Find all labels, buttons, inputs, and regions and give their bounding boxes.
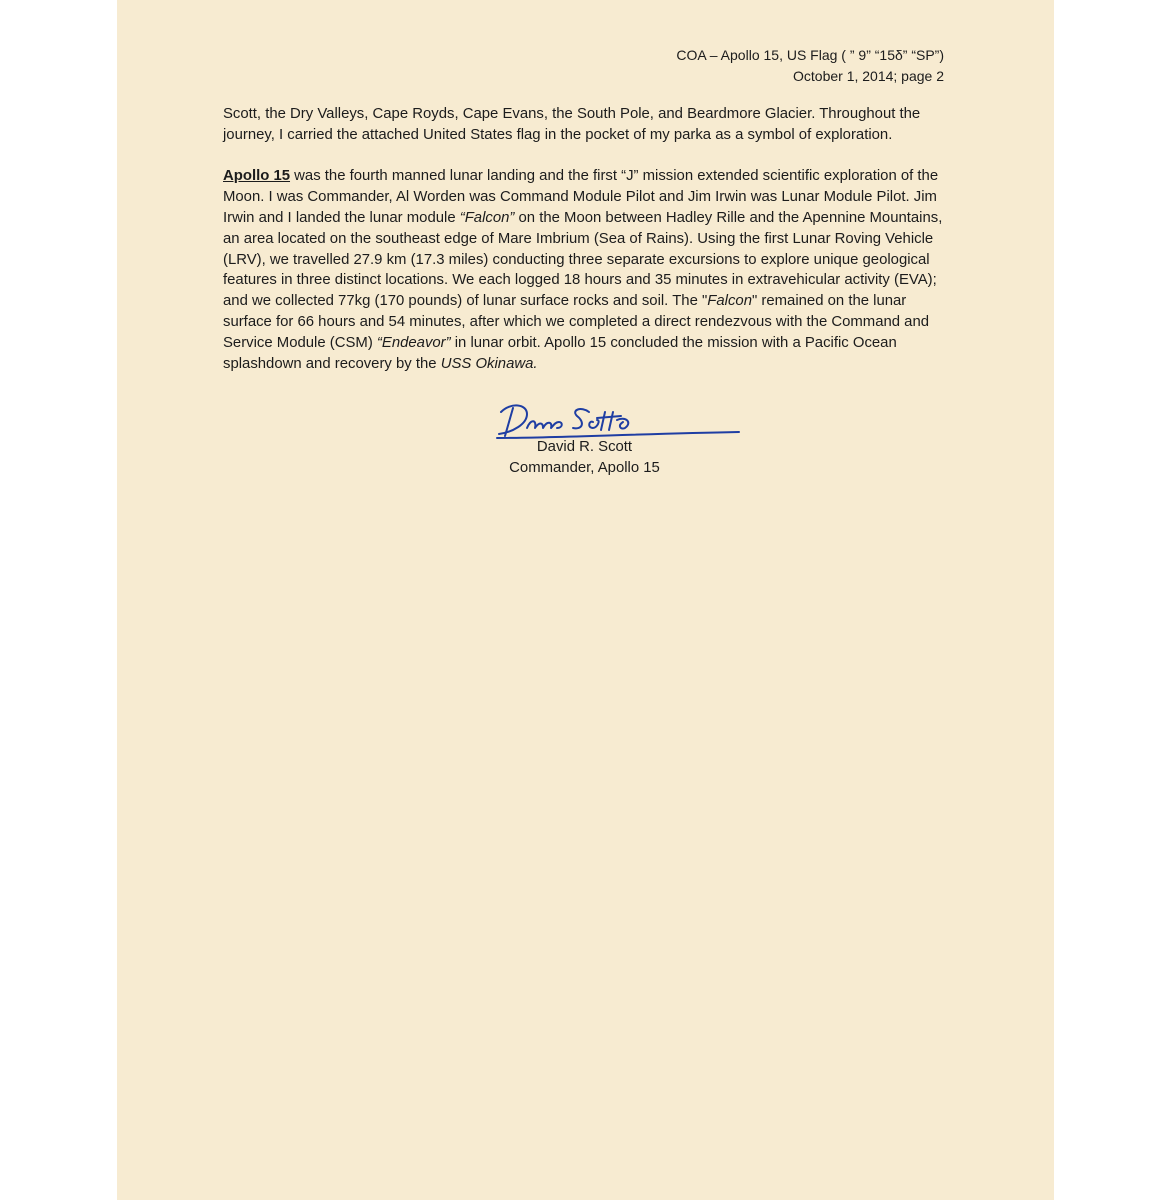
signature-block <box>467 437 702 479</box>
falcon-name-1: “Falcon” <box>459 209 515 226</box>
header-date: October 1, 2014; page 2 <box>793 68 944 84</box>
paragraph-apollo-15 <box>223 166 948 374</box>
paragraph-text-2: on the Moon between Hadley Rille and the Apennine Mountains, an area located on the southeast edge of Mare Imbrium (Sea of Rains). Using the first Lunar Roving Vehicle (LRV), we travelled 27.9 km (17.3 miles) conducting three separate excursions to explore unique geological features in three distinct locations. We each logged 18 hours and 35 minutes in extravehicular activity (EVA); and we collected 77kg (170 pounds) of lunar surface rocks and soil. The " <box>223 209 943 310</box>
endeavor-name: “Endeavor” <box>376 334 451 351</box>
header-title: COA – Apollo 15, US Flag ( ” 9” “15δ” “SP”) <box>676 47 944 63</box>
paragraph-text-1: was the fourth manned lunar landing and the first “J” mission extended scientific exploration of the Moon. I was Commander, Al Worden was Command Module Pilot and Jim Irwin was Lunar Module Pilot. Jim Irwin and I landed the lunar module <box>223 168 939 226</box>
paragraph-title: Apollo 15 <box>223 168 291 185</box>
signer-name: David R. Scott <box>536 439 633 455</box>
document-page <box>117 0 1054 1200</box>
paragraph-continuation: Scott, the Dry Valleys, Cape Royds, Cape Evans, the South Pole, and Beardmore Glacier. Throughout the journey, I carried the attached United States flag in the pocket of my parka as a symbol of exploration. <box>223 106 921 143</box>
paragraph-text-3: " remained on the lunar surface for 66 hours and 54 minutes, after which we completed a direct rendezvous with the Command and Service Module (CSM) <box>223 293 930 351</box>
falcon-name-2: Falcon <box>707 293 752 310</box>
paragraph-text-4: in lunar orbit. Apollo 15 concluded the mission with a Pacific Ocean splashdown and recovery by the <box>223 334 897 372</box>
letter-body <box>223 104 948 374</box>
ship-name: USS Okinawa. <box>440 355 538 372</box>
page-header <box>676 45 944 87</box>
signer-title: Commander, Apollo 15 <box>509 459 660 476</box>
